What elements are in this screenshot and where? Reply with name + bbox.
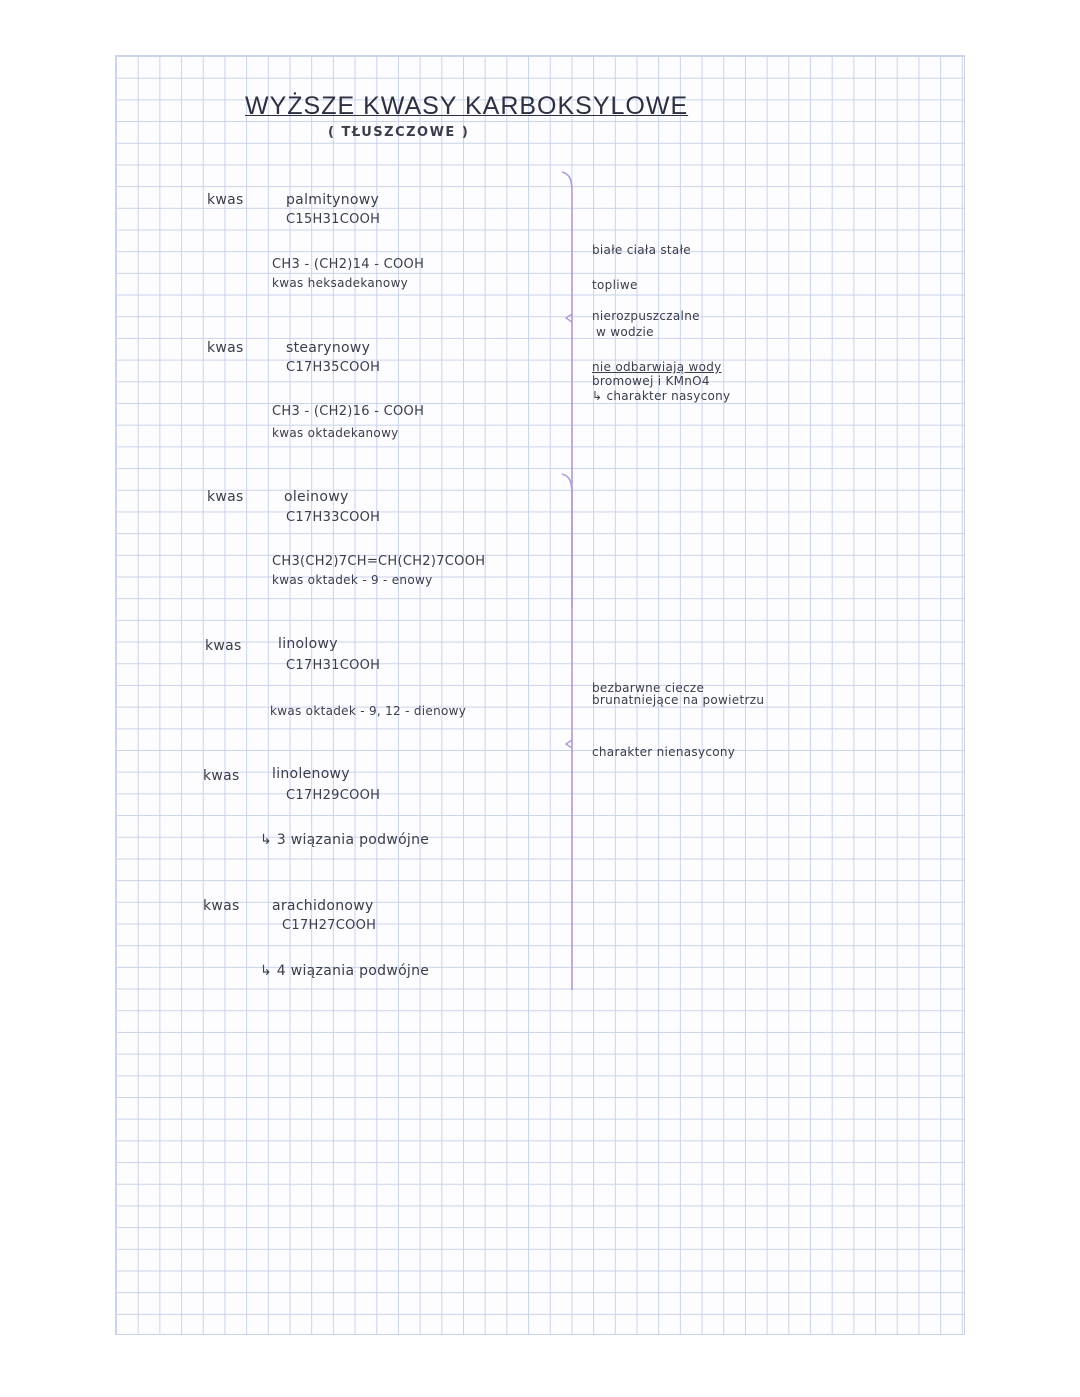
acid-label: kwas xyxy=(207,340,244,356)
acid-label: kwas xyxy=(203,768,240,784)
saturated-brace xyxy=(562,172,572,608)
prop-no-decolor: nie odbarwiają wody xyxy=(592,360,722,374)
saturated-brace-point xyxy=(566,314,572,322)
unsaturated-brace-point xyxy=(566,740,572,748)
prop-insoluble-water: w wodzie xyxy=(596,325,654,339)
acid-structure: CH3 - (CH2)16 - COOH xyxy=(272,404,425,419)
acid-formula: C17H27COOH xyxy=(282,918,377,933)
page-title: WYŻSZE KWASY KARBOKSYLOWE xyxy=(245,92,689,120)
prop-browning-in-air: brunatniejące na powietrzu xyxy=(592,693,765,707)
acid-bond-note: ↳ 4 wiązania podwójne xyxy=(260,963,430,979)
acid-label: kwas xyxy=(203,898,240,914)
acid-label: kwas xyxy=(207,489,244,505)
acid-systematic-name: kwas oktadekanowy xyxy=(272,426,399,440)
acid-formula: C17H31COOH xyxy=(286,658,381,673)
acid-name: arachidonowy xyxy=(272,898,374,914)
prop-unsaturated-character: charakter nienasycony xyxy=(592,745,736,759)
acid-name: oleinowy xyxy=(284,489,349,505)
bracket-lines xyxy=(556,168,586,998)
acid-name: palmitynowy xyxy=(286,192,380,208)
unsaturated-brace xyxy=(562,474,572,990)
prop-colorless-liquids: bezbarwne ciecze xyxy=(592,681,705,695)
acid-name: linolenowy xyxy=(272,766,350,782)
prop-bromine-kmno4: bromowej i KMnO4 xyxy=(592,374,710,388)
acid-label: kwas xyxy=(207,192,244,208)
acid-systematic-name: kwas heksadekanowy xyxy=(272,276,409,290)
acid-structure: CH3(CH2)7CH=CH(CH2)7COOH xyxy=(272,554,486,569)
acid-bond-note: ↳ 3 wiązania podwójne xyxy=(260,832,430,848)
acid-structure: CH3 - (CH2)14 - COOH xyxy=(272,257,425,272)
prop-fusible: topliwe xyxy=(592,278,638,292)
prop-white-solids: białe ciała stałe xyxy=(592,243,691,257)
acid-systematic-name: kwas oktadek - 9, 12 - dienowy xyxy=(270,704,467,718)
prop-saturated-character: ↳ charakter nasycony xyxy=(592,389,731,403)
acid-formula: C17H35COOH xyxy=(286,360,381,375)
acid-formula: C15H31COOH xyxy=(286,212,381,227)
grid-paper xyxy=(115,55,965,1335)
acid-formula: C17H33COOH xyxy=(286,510,381,525)
acid-name: linolowy xyxy=(278,636,338,652)
acid-name: stearynowy xyxy=(286,340,371,356)
acid-systematic-name: kwas oktadek - 9 - enowy xyxy=(272,573,433,587)
acid-label: kwas xyxy=(205,638,242,654)
prop-insoluble: nierozpuszczalne xyxy=(592,309,700,323)
acid-formula: C17H29COOH xyxy=(286,788,381,803)
page-subtitle: ( TŁUSZCZOWE ) xyxy=(328,125,470,140)
